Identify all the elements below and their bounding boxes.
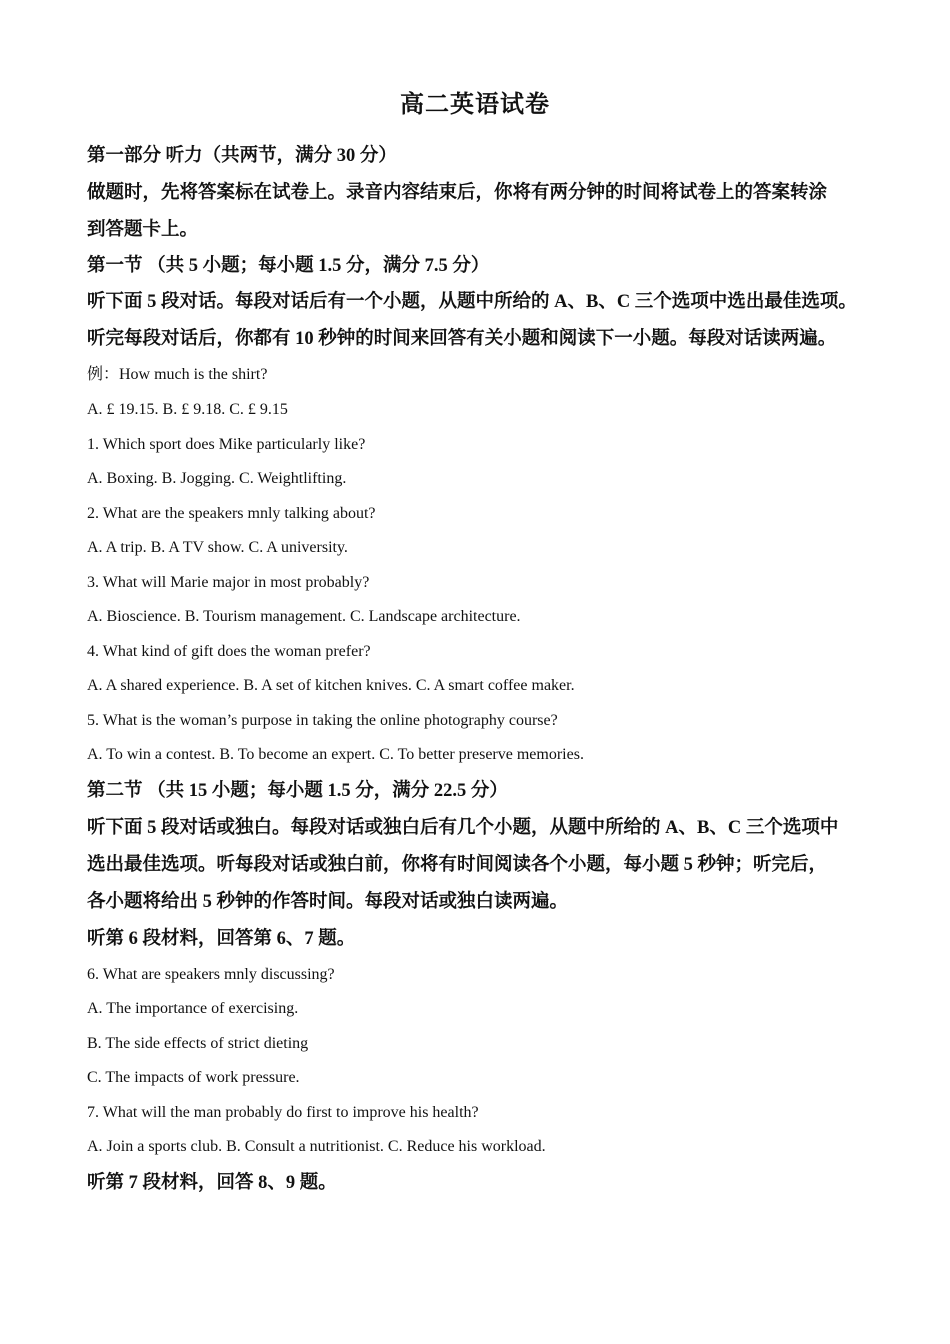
question-1-options: A. Boxing. B. Jogging. C. Weightlifting. [87,470,347,487]
question-2-options: A. A trip. B. A TV show. C. A university. [87,539,348,556]
section1-heading: 第一节 （共 5 小题；每小题 1.5 分，满分 7.5 分） [87,256,490,276]
section1-instruction-line-2: 听完每段对话后，你都有 10 秒钟的时间来回答有关小题和阅读下一小题。每段对话读两遍。 [87,329,837,349]
section2-instruction-line-2: 选出最佳选项。听每段对话或独白前，你将有时间阅读各个小题，每小题 5 秒钟；听完后， [87,855,828,875]
section1-instruction-line-1: 听下面 5 段对话。每段对话后有一个小题，从题中所给的 A、B、C 三个选项中选出最佳选项。 [87,292,857,312]
example-options: A. £ 19.15. B. £ 9.18. C. £ 9.15 [87,401,288,418]
section2-instruction-line-1: 听下面 5 段对话或独白。每段对话或独白后有几个小题，从题中所给的 A、B、C 三个选项中 [87,818,839,838]
question-6-option-b: B. The side effects of strict dieting [87,1035,309,1052]
page-title: 高二英语试卷 [400,92,550,118]
question-3-options: A. Bioscience. B. Tourism management. C. Landscape architecture. [87,608,521,625]
part1-instruction-line-2: 到答题卡上。 [87,220,199,240]
part1-heading: 第一部分 听力（共两节，满分 30 分） [87,146,397,166]
section2-instruction-line-3: 各小题将给出 5 秒钟的作答时间。每段对话或独白读两遍。 [87,892,569,912]
section2-heading: 第二节 （共 15 小题；每小题 1.5 分，满分 22.5 分） [87,781,508,801]
question-4: 4. What kind of gift does the woman prefer? [87,643,371,660]
question-1: 1. Which sport does Mike particularly like? [87,436,366,453]
question-5: 5. What is the woman’s purpose in taking the online photography course? [87,712,558,729]
question-5-options: A. To win a contest. B. To become an expert. C. To better preserve memories. [87,746,584,763]
question-7-options: A. Join a sports club. B. Consult a nutritionist. C. Reduce his workload. [87,1138,546,1155]
question-7: 7. What will the man probably do first to improve his health? [87,1104,479,1121]
part1-instruction-line-1: 做题时，先将答案标在试卷上。录音内容结束后，你将有两分钟的时间将试卷上的答案转涂 [87,183,828,203]
question-6-option-a: A. The importance of exercising. [87,1000,299,1017]
question-3: 3. What will Marie major in most probably? [87,574,370,591]
material-7-heading: 听第 7 段材料，回答 8、9 题。 [87,1173,337,1193]
example-question: 例：How much is the shirt? [87,366,268,383]
question-6: 6. What are speakers mnly discussing? [87,966,335,983]
material-6-heading: 听第 6 段材料，回答第 6、7 题。 [87,929,356,949]
question-4-options: A. A shared experience. B. A set of kitchen knives. C. A smart coffee maker. [87,677,575,694]
question-6-option-c: C. The impacts of work pressure. [87,1069,300,1086]
question-2: 2. What are the speakers mnly talking about? [87,505,376,522]
